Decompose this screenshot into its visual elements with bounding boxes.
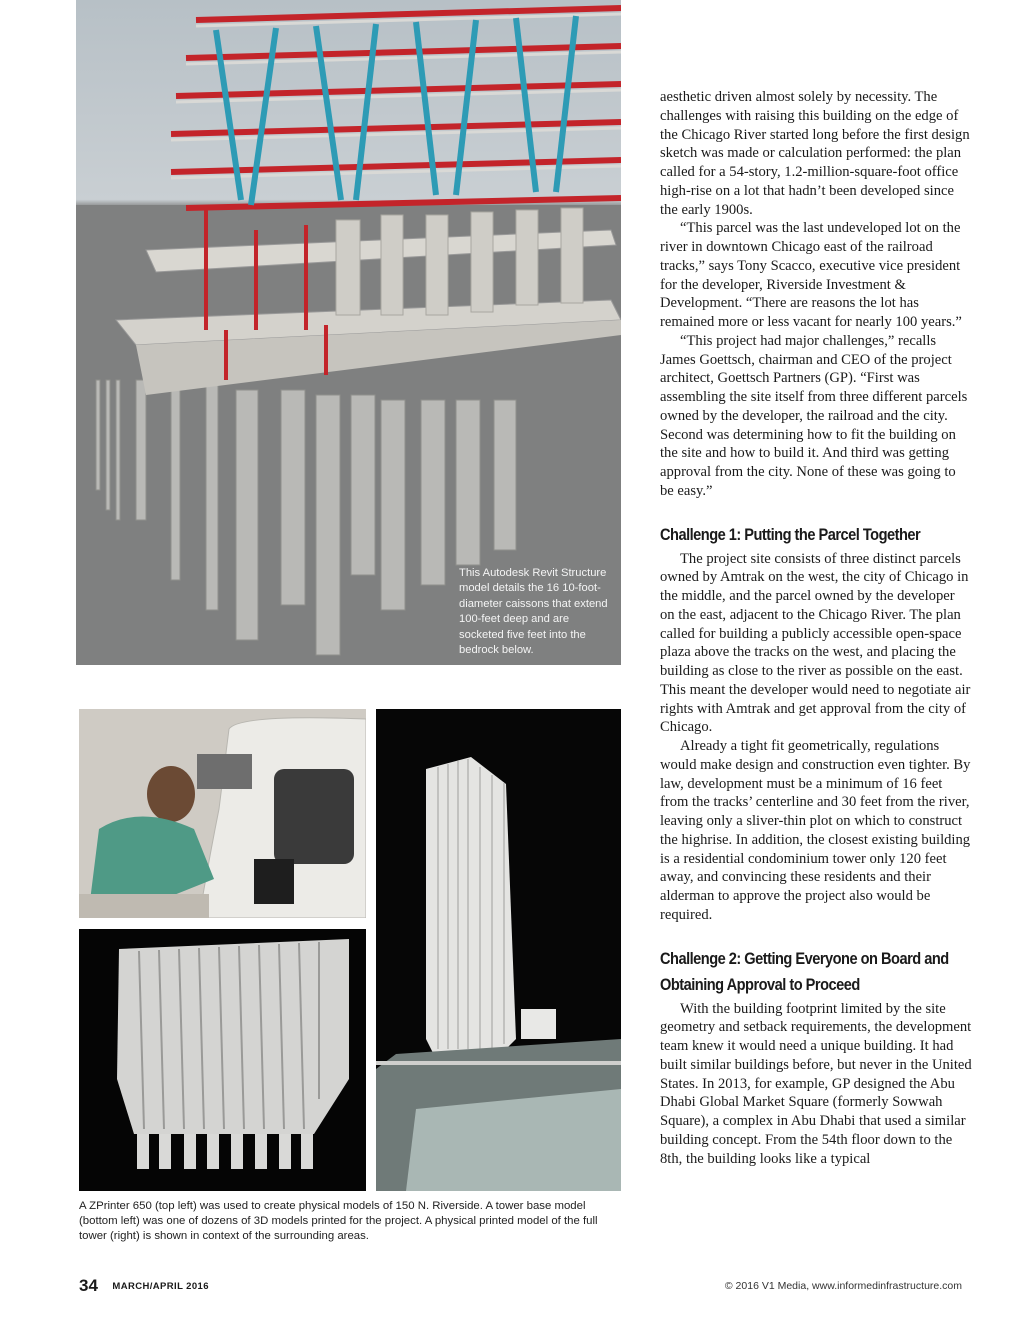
- page-number: 34: [79, 1276, 98, 1295]
- article-paragraph: The project site consists of three distinct parcels owned by Amtrak on the west, the city of Chicago in the middle, and the parcel owned by the developer on the east, adjacent to the Chicago River. The plan called for building a publicly accessible open-space plaza above the tracks on the west, and placing the building as close to the river as possible on the east. This meant the developer would need to negotiate air rights with Amtrak and get approval from the city of Chicago.: [660, 550, 971, 736]
- section-heading-challenge-2: Challenge 2: Getting Everyone on Board and Obtaining Approval to Proceed: [660, 948, 949, 994]
- zprinter-illustration: [79, 709, 366, 918]
- article-column: [660, 88, 972, 1168]
- section-heading-challenge-1: Challenge 1: Putting the Parcel Together: [660, 524, 921, 544]
- article-paragraph: Already a tight fit geometrically, regulations would make design and construction even tighter. By law, development must be a minimum of 16 feet from the tracks’ centerline and 30 feet from the river, leaving only a sliver-thin plot on which to construct the highrise. In addition, the closest existing building is a residential condominium tower only 120 feet away, and convincing these residents and their alderman to approve the project also would be required.: [660, 738, 971, 923]
- article-paragraph: aesthetic driven almost solely by necessity. The challenges with raising this building on the edge of the Chicago River started long before the first design sketch was made or calculation performed: the plan called for a 54-story, 1.2-million-square-foot office high-rise on a lot that hadn’t been developed since the early 1900s.: [660, 89, 970, 218]
- issue-date: MARCH/APRIL 2016: [112, 1280, 209, 1292]
- photos-caption: A ZPrinter 650 (top left) was used to create physical models of 150 N. Riverside. A tower base model (bottom left) was one of dozens of 3D models printed for the project. A physical printed model of the full tower (right) is shown in context of the surrounding areas.: [79, 1200, 598, 1242]
- article-paragraph: “This parcel was the last undeveloped lot on the river in downtown Chicago east of the railroad tracks,” says Tony Scacco, executive vice president for the developer, Riverside Investment & Development. “There are reasons the lot has remained more or less vacant for nearly 100 years.”: [660, 220, 962, 330]
- full-tower-model-photo: [376, 709, 621, 1191]
- revit-structure-rendering: [76, 0, 621, 665]
- zprinter-photo: [79, 709, 366, 918]
- footer-left: [79, 1276, 209, 1296]
- copyright-notice: © 2016 V1 Media, www.informedinfrastructure.com: [724, 1280, 962, 1292]
- tower-base-model-illustration: [79, 929, 366, 1191]
- tower-base-model-photo: [79, 929, 366, 1191]
- full-tower-model-illustration: [376, 709, 621, 1191]
- rendering-caption: This Autodesk Revit Structure model details the 16 10-foot-diameter caissons that extend 100-feet deep and are socketed five feet into the bedrock below.: [459, 567, 608, 657]
- article-paragraph: With the building footprint limited by the site geometry and setback requirements, the development team knew it would need a unique building. It had built similar buildings before, but never in the United States. In 2013, for example, GP designed the Abu Dhabi Global Market Square (formerly Sowwah Square), a complex in Abu Dhabi that used a similar building concept. From the 54th floor down to the 8th, the building looks like a typical: [660, 1000, 972, 1167]
- article-paragraph: “This project had major challenges,” recalls James Goettsch, chairman and CEO of the project architect, Goettsch Partners (GP). “First was assembling the site itself from three different parcels owned by the developer, the railroad and the city. Second was determining how to fit the building on the site and how to build it. And third was getting approval from the city. None of these was going to be easy.”: [660, 332, 968, 499]
